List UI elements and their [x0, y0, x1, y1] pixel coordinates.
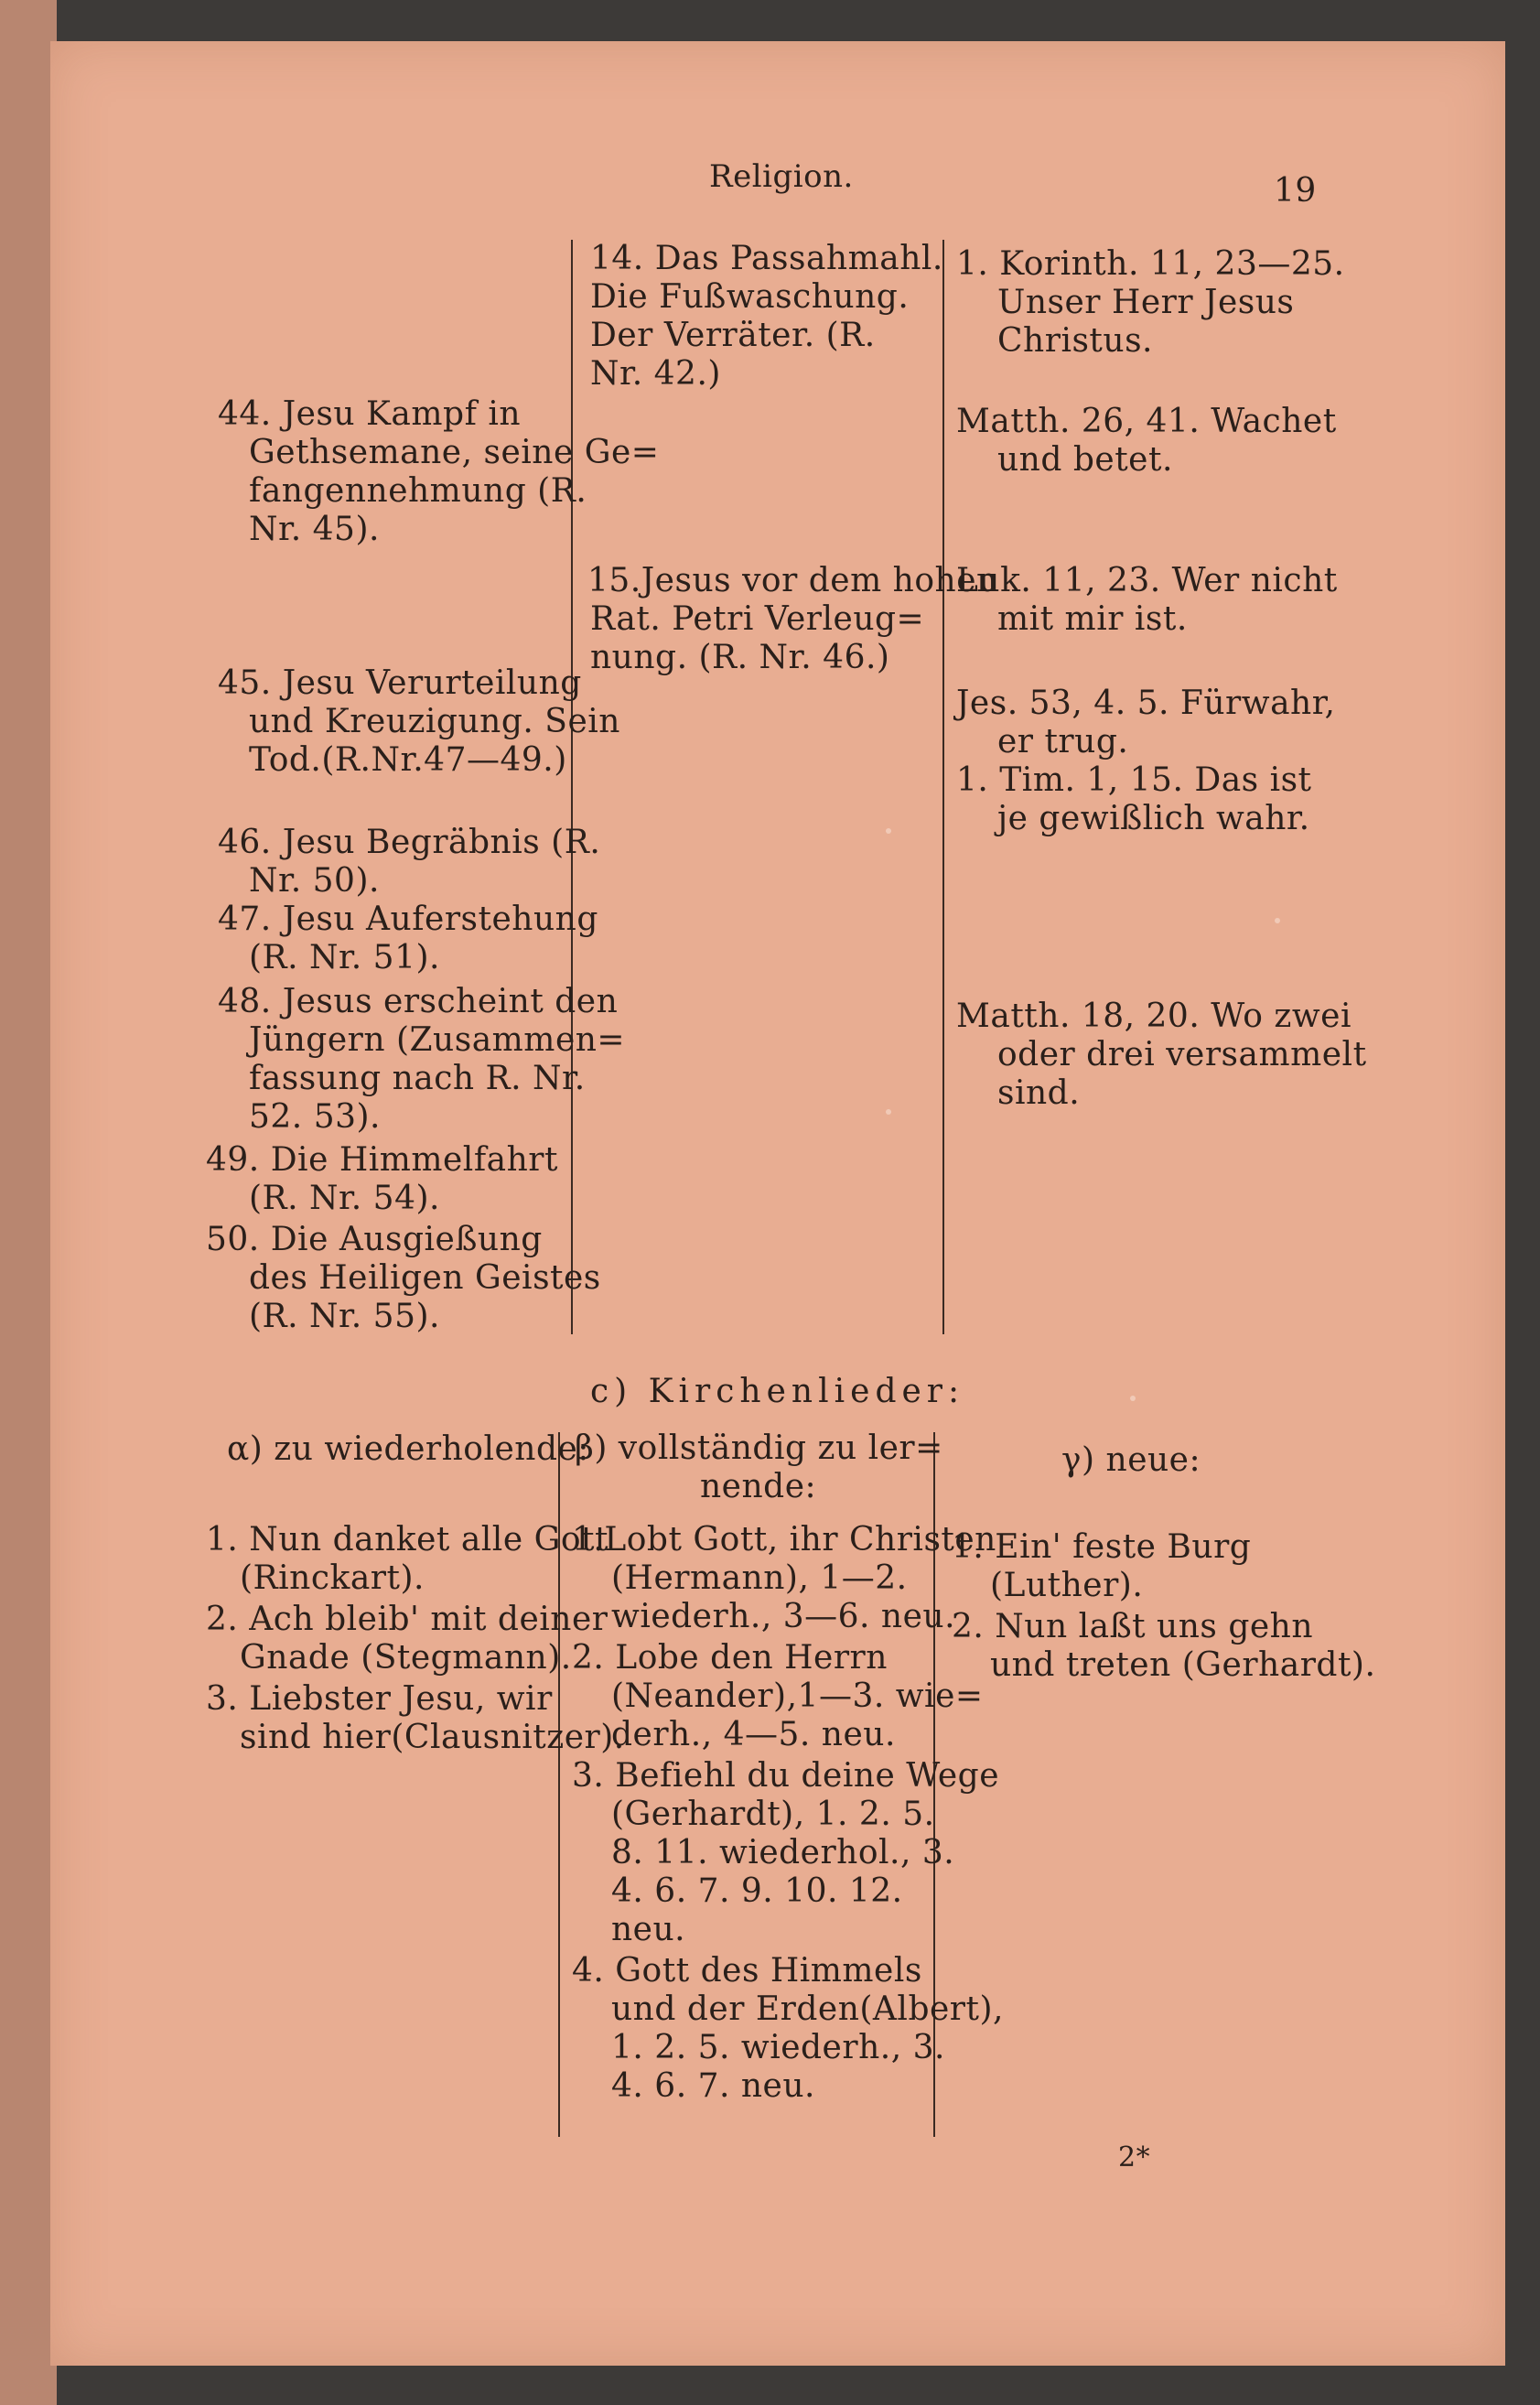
- hymn-line: und treten (Gerhardt).: [990, 1646, 1376, 1684]
- entry-line: 45. Jesu Verurteilung: [218, 664, 582, 702]
- hymn-line: und der Erden(Albert),: [611, 1990, 1004, 2028]
- column-rule-upper-left: [571, 240, 573, 1334]
- entry-line: 49. Die Himmelfahrt: [206, 1141, 558, 1179]
- scripture-line: sind.: [997, 1074, 1081, 1112]
- scripture-line: mit mir ist.: [997, 600, 1188, 638]
- scripture-line: oder drei versammelt: [997, 1036, 1367, 1073]
- hymn-line: 2. Lobe den Herrn: [572, 1639, 888, 1677]
- hymn-line: 1.Lobt Gott, ihr Christen: [572, 1521, 996, 1558]
- hymn-line: 1. 2. 5. wiederh., 3.: [611, 2029, 945, 2066]
- entry-line: 50. Die Ausgießung: [206, 1221, 543, 1258]
- entry-line: Nr. 45).: [249, 511, 380, 548]
- entry-line: (R. Nr. 51).: [249, 939, 440, 976]
- hymn-line: wiederh., 3—6. neu.: [611, 1598, 956, 1635]
- entry-line: des Heiligen Geistes: [249, 1259, 601, 1297]
- entry-line: und Kreuzigung. Sein: [249, 703, 620, 740]
- scripture-line: 1. Korinth. 11, 23—25.: [956, 245, 1345, 283]
- entry-line: 46. Jesu Begräbnis (R.: [218, 824, 601, 861]
- entry-line: 44. Jesu Kampf in: [218, 395, 522, 433]
- hymn-line: sind hier(Clausnitzer).: [240, 1719, 625, 1756]
- entry-line: Jüngern (Zusammen=: [249, 1021, 626, 1059]
- entry-line: Tod.(R.Nr.47—49.): [249, 741, 567, 779]
- entry-line: Nr. 42.): [590, 355, 721, 393]
- paper-speck: [1275, 918, 1280, 923]
- entry-line: Gethsemane, seine Ge=: [249, 434, 660, 471]
- section-title: c) Kirchenlieder:: [590, 1373, 965, 1410]
- beta-heading-cont: nende:: [700, 1468, 817, 1505]
- hymn-line: (Neander),1—3. wie=: [611, 1677, 984, 1715]
- entry-line: 52. 53).: [249, 1098, 381, 1136]
- hymn-line: (Hermann), 1—2.: [611, 1559, 908, 1597]
- hymn-line: 2. Ach bleib' mit deiner: [206, 1601, 608, 1638]
- entry-line: (R. Nr. 55).: [249, 1298, 440, 1335]
- scripture-line: 1. Tim. 1, 15. Das ist: [956, 761, 1312, 799]
- scripture-line: Unser Herr Jesus: [997, 284, 1295, 321]
- scripture-line: Jes. 53, 4. 5. Fürwahr,: [956, 685, 1336, 722]
- previous-page-edge: [0, 0, 57, 2405]
- page-number: 19: [1274, 172, 1317, 210]
- entry-line: 14. Das Passahmahl.: [590, 240, 943, 277]
- paper-speck: [886, 1109, 891, 1115]
- paper-speck: [886, 828, 891, 834]
- hymn-line: (Rinckart).: [240, 1559, 425, 1597]
- beta-heading: β) vollständig zu ler=: [575, 1429, 943, 1467]
- alpha-heading: α) zu wiederholende:: [227, 1430, 589, 1468]
- hymn-line: 3. Liebster Jesu, wir: [206, 1680, 553, 1718]
- entry-line: fangennehmung (R.: [249, 472, 587, 510]
- entry-line: fassung nach R. Nr.: [249, 1060, 586, 1097]
- hymn-line: neu.: [611, 1911, 686, 1948]
- hymn-line: 8. 11. wiederhol., 3.: [611, 1834, 955, 1871]
- entry-line: Nr. 50).: [249, 862, 380, 900]
- entry-line: Der Verräter. (R.: [590, 317, 876, 354]
- column-rule-upper-right: [942, 240, 944, 1334]
- entry-line: Rat. Petri Verleug=: [590, 600, 925, 638]
- hymn-line: 4. Gott des Himmels: [572, 1952, 922, 1990]
- hymn-line: 1. Nun danket alle Gott: [206, 1521, 608, 1558]
- entry-line: 47. Jesu Auferstehung: [218, 901, 598, 938]
- hymn-line: 3. Befiehl du deine Wege: [572, 1757, 1000, 1795]
- running-head: Religion.: [709, 158, 854, 195]
- entry-line: Die Fußwaschung.: [590, 278, 910, 316]
- entry-line: 48. Jesus erscheint den: [218, 983, 619, 1020]
- scripture-line: je gewißlich wahr.: [997, 800, 1310, 837]
- scripture-line: Matth. 18, 20. Wo zwei: [956, 998, 1352, 1035]
- scripture-line: Matth. 26, 41. Wachet: [956, 403, 1337, 440]
- scripture-line: und betet.: [997, 441, 1173, 479]
- hymn-line: (Luther).: [990, 1567, 1144, 1604]
- entry-line: (R. Nr. 54).: [249, 1180, 440, 1217]
- hymn-line: 1. Ein' feste Burg: [952, 1528, 1252, 1566]
- scripture-line: Luk. 11, 23. Wer nicht: [956, 562, 1338, 599]
- hymn-line: (Gerhardt), 1. 2. 5.: [611, 1796, 935, 1833]
- hymn-line: 4. 6. 7. 9. 10. 12.: [611, 1872, 903, 1910]
- paper-speck: [1130, 1396, 1136, 1401]
- entry-line: 15.Jesus vor dem hohen: [587, 562, 998, 599]
- hymn-line: derh., 4—5. neu.: [611, 1716, 896, 1753]
- hymn-line: Gnade (Stegmann).: [240, 1639, 572, 1677]
- scripture-line: Christus.: [997, 322, 1153, 360]
- scripture-line: er trug.: [997, 723, 1129, 760]
- entry-line: nung. (R. Nr. 46.): [590, 639, 890, 676]
- gamma-heading: γ) neue:: [1061, 1441, 1201, 1479]
- hymn-line: 2. Nun laßt uns gehn: [952, 1608, 1314, 1645]
- signature-mark: 2*: [1118, 2141, 1151, 2173]
- hymn-line: 4. 6. 7. neu.: [611, 2067, 815, 2105]
